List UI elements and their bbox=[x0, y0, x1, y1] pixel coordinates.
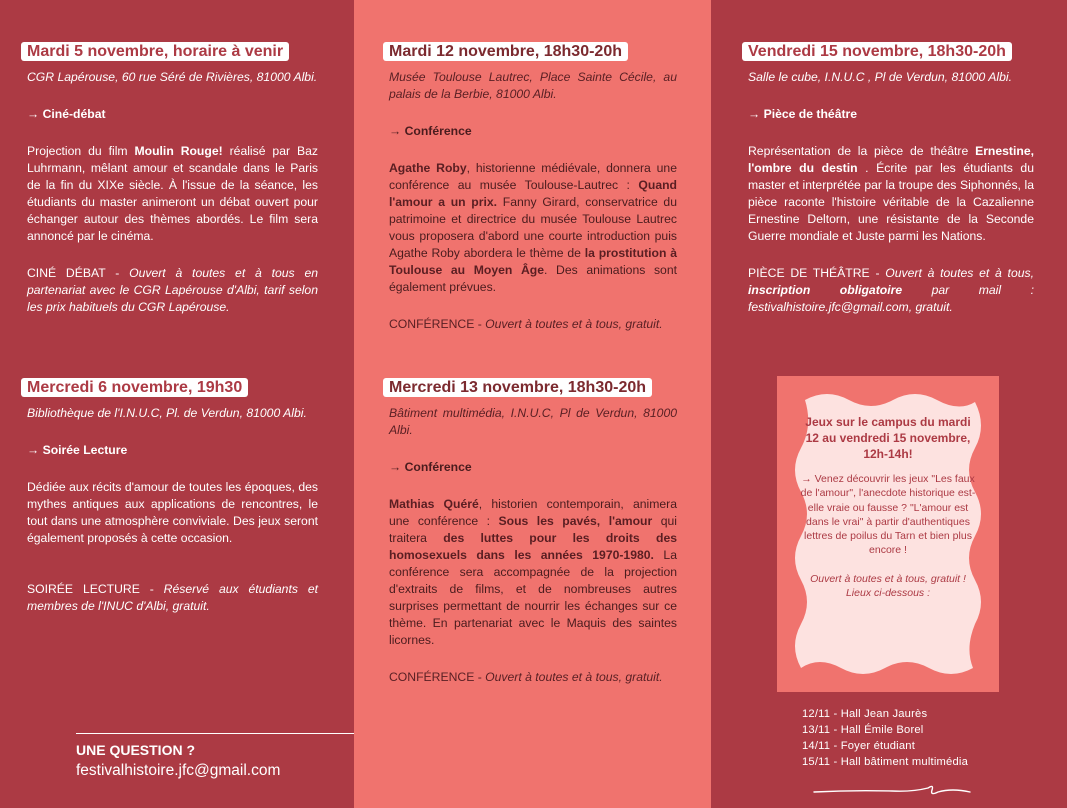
games-description: → Venez découvrir les jeux "Les faux de l'amour", l'anecdote historique est-elle vraie ou fausse ? "L'amour est dans le vrai" à partir d'authentiques lettres de poilus du Tarn et bien plus encore ! bbox=[800, 473, 976, 557]
event-tag: → Pièce de théâtre bbox=[748, 107, 858, 121]
event-ciné-debat bbox=[27, 39, 318, 316]
games-box bbox=[777, 376, 999, 692]
decorative-squiggle-icon bbox=[812, 780, 972, 800]
event-description: Dédiée aux récits d'amour de toutes les époques, des mythes antiques aux applications de rencontres, le tout dans une atmosphère conviviale. Des jeux seront également proposés à cette occasion. bbox=[27, 480, 318, 545]
event-location: Salle le cube, I.N.U.C , Pl de Verdun, 81000 Albi. bbox=[748, 70, 1012, 84]
column-left bbox=[0, 0, 354, 808]
event-location: Bibliothèque de l'I.N.U.C, Pl. de Verdun, 81000 Albi. bbox=[27, 406, 307, 420]
column-middle bbox=[354, 0, 711, 808]
event-title: Mardi 5 novembre, horaire à venir bbox=[21, 39, 312, 64]
games-content bbox=[799, 414, 977, 600]
event-conference-quere bbox=[389, 375, 677, 686]
event-title: Mardi 12 novembre, 18h30-20h bbox=[383, 39, 671, 64]
event-tag: → Conférence bbox=[389, 460, 472, 474]
event-soiree-lecture bbox=[27, 375, 318, 615]
event-location: Bâtiment multimédia, I.N.U.C, Pl de Verdun, 81000 Albi. bbox=[389, 406, 677, 437]
event-footer: CINÉ DÉBAT - Ouvert à toutes et à tous en partenariat avec le CGR Lapérouse d'Albi, tarif selon les prix habituels du CGR Lapérouse. bbox=[27, 266, 318, 314]
games-title: Jeux sur le campus du mardi 12 au vendredi 15 novembre, 12h-14h! bbox=[805, 415, 971, 461]
list-item: 14/11 - Foyer étudiant bbox=[802, 740, 916, 752]
contact-title: UNE QUESTION ? bbox=[76, 742, 196, 758]
event-title: Vendredi 15 novembre, 18h30-20h bbox=[742, 39, 1028, 64]
places-list bbox=[802, 706, 968, 770]
event-tag: → Ciné-débat bbox=[27, 107, 106, 121]
event-tag: → Soirée Lecture bbox=[27, 443, 128, 457]
event-conference-roby bbox=[389, 39, 677, 333]
contact-email[interactable]: festivalhistoire.jfc@gmail.com bbox=[76, 762, 281, 779]
list-item: 13/11 - Hall Émile Borel bbox=[802, 724, 924, 736]
list-item: 15/11 - Hall bâtiment multimédia bbox=[802, 756, 968, 768]
list-item: 12/11 - Hall Jean Jaurès bbox=[802, 708, 928, 720]
event-description: Représentation de la pièce de théâtre Ernestine, l'ombre du destin . Écrite par les étudiants du master et interprétée par la troupe des Siphonnés, la pièce raconte l'histoire véritable de la Cazalienne Ernestine Deltorn, une résistante de la Seconde Guerre mondiale et Juste parmi les Nations. bbox=[748, 144, 1034, 243]
event-theatre bbox=[748, 39, 1034, 316]
event-footer: SOIRÉE LECTURE - Réservé aux étudiants et membres de l'INUC d'Albi, gratuit. bbox=[27, 582, 318, 613]
event-description: Agathe Roby, historienne médiévale, donnera une conférence au musée Toulouse-Lautrec : Quand l'amour a un prix. Fanny Girard, conservatrice du patrimoine et directrice du musée Toulouse Lautrec vous proposera d'abord une courte introduction puis Agathe Roby abordera le thème de la prostitution à Toulouse au Moyen Âge. Des animations sont également prévues. bbox=[389, 161, 677, 294]
event-description: Projection du film Moulin Rouge! réalisé par Baz Luhrmann, mêlant amour et scandale dans le Paris de la fin du XIXe siècle. À l'issue de la séance, les étudiants du master animeront un débat ouvert pour échanger autour des thèmes abordés. Le film sera annoncé par le cinéma. bbox=[27, 144, 318, 243]
event-footer: CONFÉRENCE - Ouvert à toutes et à tous, gratuit. bbox=[389, 670, 663, 684]
event-location: CGR Lapérouse, 60 rue Séré de Rivières, 81000 Albi. bbox=[27, 70, 318, 84]
event-tag: → Conférence bbox=[389, 124, 472, 138]
event-title: Mercredi 6 novembre, 19h30 bbox=[21, 375, 312, 400]
games-note: Ouvert à toutes et à tous, gratuit ! Lieux ci-dessous : bbox=[810, 572, 966, 600]
event-footer: CONFÉRENCE - Ouvert à toutes et à tous, gratuit. bbox=[389, 317, 663, 331]
event-description: Mathias Quéré, historien contemporain, animera une conférence : Sous les pavés, l'amour qui traitera des luttes pour les droits des homosexuels dans les années 1970-1980. La conférence sera accompagnée de la projection d'extraits de films, et de nombreuses autres surprises permettant de nourrir les échanges sur ce thème. En partenariat avec le Maquis des saintes licornes. bbox=[389, 497, 677, 647]
event-location: Musée Toulouse Lautrec, Place Sainte Cécile, au palais de la Berbie, 81000 Albi. bbox=[389, 70, 677, 101]
event-title: Mercredi 13 novembre, 18h30-20h bbox=[383, 375, 671, 400]
event-footer: PIÈCE DE THÉÂTRE - Ouvert à toutes et à tous, inscription obligatoire par mail : festivalhistoire.jfc@gmail.com, gratuit. bbox=[748, 266, 1034, 314]
